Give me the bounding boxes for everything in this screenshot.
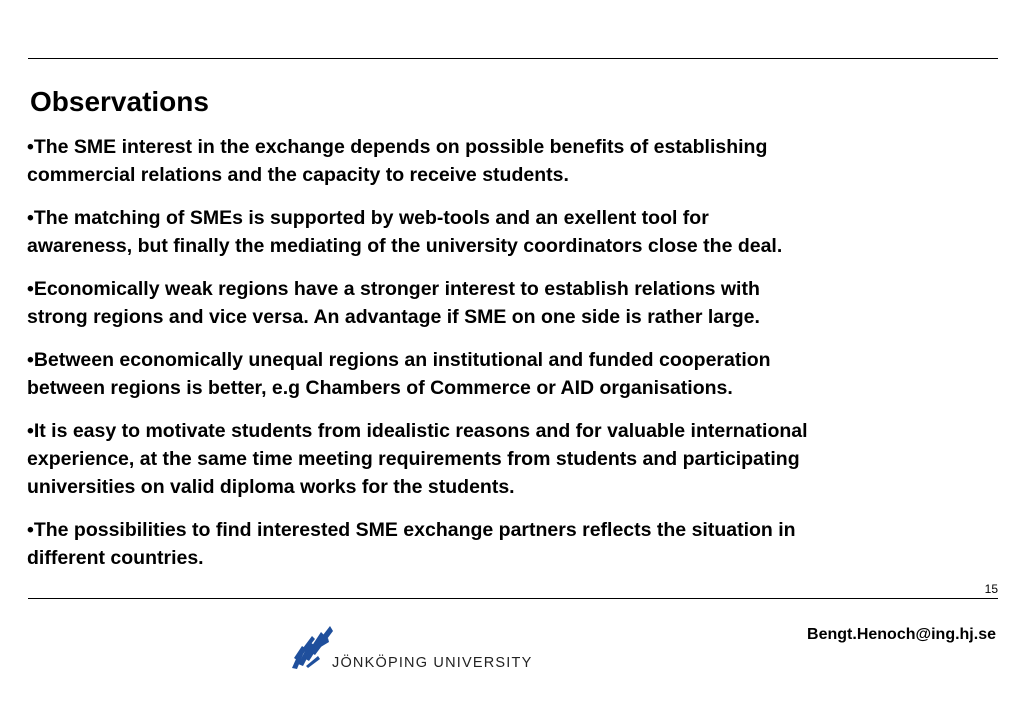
bullet-item: •The matching of SMEs is supported by web-tools and an exellent tool for awareness, but finally the mediating of the university coordinators close the deal. [27,207,783,257]
bottom-divider [28,598,998,599]
university-name: JÖNKÖPING UNIVERSITY [332,655,533,671]
contact-email: Bengt.Henoch@ing.hj.se [807,626,996,643]
bullet-item: •The SME interest in the exchange depends on possible benefits of establishing commercial relations and the capacity to receive students. [27,136,768,186]
bullet-item: •Economically weak regions have a stronger interest to establish relations with strong regions and vice versa. An advantage if SME on one side is rather large. [27,278,760,328]
bullet-item: •It is easy to motivate students from idealistic reasons and for valuable international experience, at the same time meeting requirements from students and participating universities on valid diploma works for the students. [27,420,808,498]
university-bird-icon [288,622,336,672]
bullet-item: •The possibilities to find interested SME exchange partners reflects the situation in different countries. [27,519,796,569]
page-number: 15 [984,582,998,596]
university-logo [288,622,533,678]
bullet-list [27,133,1002,587]
bullet-item: •Between economically unequal regions an institutional and funded cooperation between regions is better, e.g Chambers of Commerce or AID organisations. [27,349,771,399]
slide-title: Observations [30,86,209,117]
top-divider [28,58,998,59]
